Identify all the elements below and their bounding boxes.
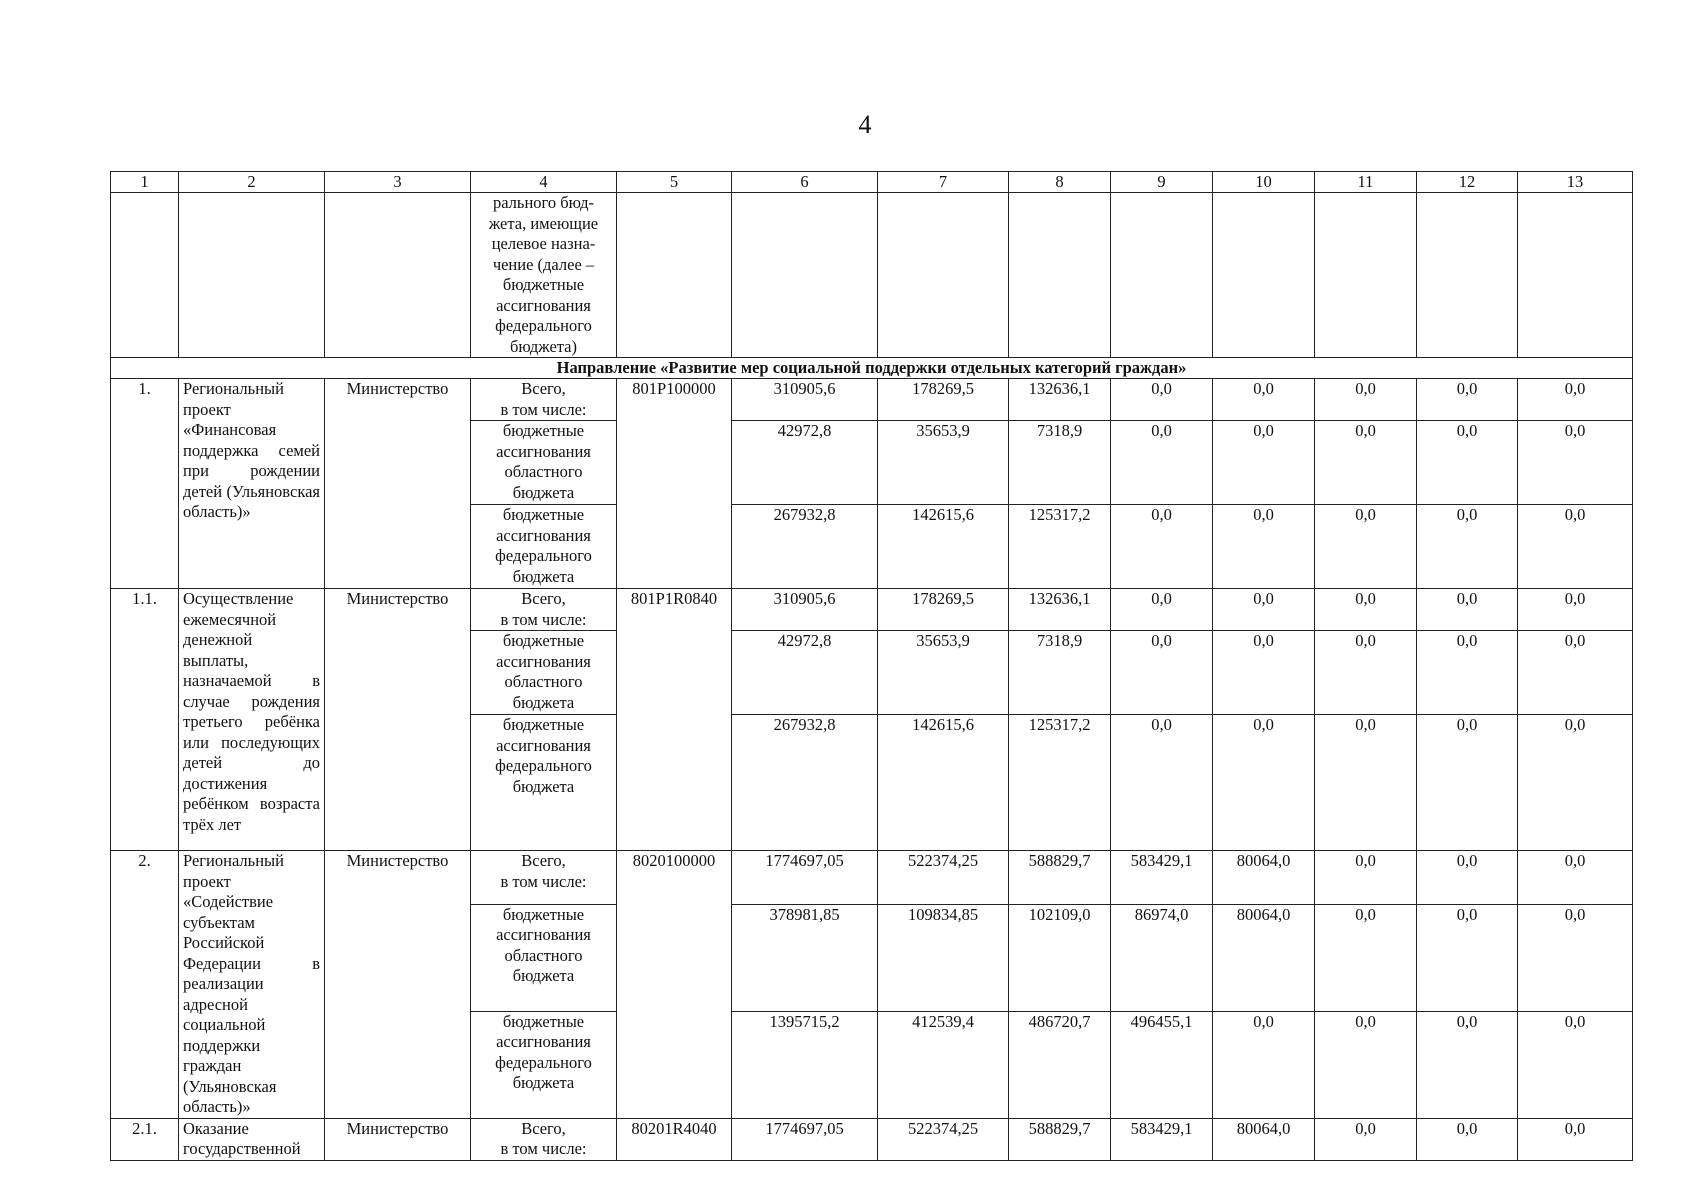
amount-cell: 0,0 — [1315, 421, 1417, 505]
amount-cell: 378981,85 — [732, 904, 878, 1011]
column-number-row — [111, 172, 1633, 193]
amount-cell: 0,0 — [1213, 379, 1315, 421]
amount-cell: 0,0 — [1518, 715, 1633, 851]
amount-cell: 0,0 — [1213, 715, 1315, 851]
amount-cell: 0,0 — [1518, 505, 1633, 589]
amount-cell: 7318,9 — [1009, 631, 1111, 715]
empty-cell — [1009, 193, 1111, 358]
column-number: 11 — [1315, 172, 1417, 193]
column-number: 3 — [325, 172, 471, 193]
empty-cell — [179, 193, 325, 358]
direction-heading: Направление «Развитие мер социальной поддержки отдельных категорий граждан» — [111, 358, 1633, 379]
section-name: Оказание государственной — [179, 1118, 325, 1160]
amount-cell: 0,0 — [1213, 505, 1315, 589]
amount-cell: 35653,9 — [878, 631, 1009, 715]
column-number: 5 — [617, 172, 732, 193]
continuation-row — [111, 193, 1633, 358]
amount-cell: 80064,0 — [1213, 904, 1315, 1011]
amount-cell: 0,0 — [1417, 421, 1518, 505]
amount-cell: 496455,1 — [1111, 1011, 1213, 1118]
amount-cell: 0,0 — [1518, 589, 1633, 631]
amount-cell: 42972,8 — [732, 421, 878, 505]
amount-cell: 80064,0 — [1213, 1118, 1315, 1160]
budget-code: 801P1R0840 — [617, 589, 732, 851]
column-number: 7 — [878, 172, 1009, 193]
amount-cell: 1774697,05 — [732, 851, 878, 905]
column-number: 8 — [1009, 172, 1111, 193]
executor: Министерство — [325, 851, 471, 1119]
amount-cell: 80064,0 — [1213, 851, 1315, 905]
amount-cell: 0,0 — [1417, 904, 1518, 1011]
budget-code: 801P100000 — [617, 379, 732, 589]
executor: Министерство — [325, 1118, 471, 1160]
amount-cell: 0,0 — [1417, 379, 1518, 421]
funding-source: Всего, в том числе: — [471, 589, 617, 631]
executor: Министерство — [325, 379, 471, 589]
section-total-row — [111, 851, 1633, 905]
amount-cell: 102109,0 — [1009, 904, 1111, 1011]
section-number: 2.1. — [111, 1118, 179, 1160]
executor: Министерство — [325, 589, 471, 851]
amount-cell: 0,0 — [1111, 589, 1213, 631]
amount-cell: 0,0 — [1417, 851, 1518, 905]
empty-cell — [111, 193, 179, 358]
amount-cell: 0,0 — [1315, 851, 1417, 905]
amount-cell: 142615,6 — [878, 505, 1009, 589]
amount-cell: 109834,85 — [878, 904, 1009, 1011]
amount-cell: 588829,7 — [1009, 1118, 1111, 1160]
amount-cell: 178269,5 — [878, 379, 1009, 421]
amount-cell: 0,0 — [1315, 1118, 1417, 1160]
page-number: 4 — [858, 110, 872, 139]
section-name: Осуществление ежемесячной денежной выплаты, назначаемой в случае рождения третьего ребёнка или последующих детей до достижения ребёнком возраста трёх лет — [179, 589, 325, 851]
amount-cell: 142615,6 — [878, 715, 1009, 851]
empty-cell — [878, 193, 1009, 358]
amount-cell: 0,0 — [1417, 631, 1518, 715]
amount-cell: 0,0 — [1417, 715, 1518, 851]
direction-row — [111, 358, 1633, 379]
amount-cell: 0,0 — [1417, 1118, 1518, 1160]
amount-cell: 0,0 — [1111, 631, 1213, 715]
amount-cell: 35653,9 — [878, 421, 1009, 505]
empty-cell — [1315, 193, 1417, 358]
amount-cell: 0,0 — [1417, 589, 1518, 631]
empty-cell — [1417, 193, 1518, 358]
funding-source: Всего, в том числе: — [471, 1118, 617, 1160]
amount-cell: 0,0 — [1111, 379, 1213, 421]
amount-cell: 86974,0 — [1111, 904, 1213, 1011]
section-total-row — [111, 589, 1633, 631]
amount-cell: 267932,8 — [732, 715, 878, 851]
amount-cell: 0,0 — [1518, 851, 1633, 905]
amount-cell: 267932,8 — [732, 505, 878, 589]
amount-cell: 0,0 — [1111, 421, 1213, 505]
funding-source: бюджетные ассигнования областного бюджета — [471, 904, 617, 1011]
budget-code: 8020100000 — [617, 851, 732, 1119]
amount-cell: 588829,7 — [1009, 851, 1111, 905]
column-number: 13 — [1518, 172, 1633, 193]
empty-cell — [1111, 193, 1213, 358]
amount-cell: 583429,1 — [1111, 851, 1213, 905]
amount-cell: 0,0 — [1213, 631, 1315, 715]
amount-cell: 583429,1 — [1111, 1118, 1213, 1160]
column-number: 12 — [1417, 172, 1518, 193]
funding-source-continuation: рального бюд- жета, имеющие целевое назна- чение (далее – бюджетные ассигнования федерального бюджета) — [471, 193, 617, 358]
amount-cell: 1774697,05 — [732, 1118, 878, 1160]
amount-cell: 125317,2 — [1009, 505, 1111, 589]
column-number: 2 — [179, 172, 325, 193]
funding-source: бюджетные ассигнования федерального бюджета — [471, 715, 617, 851]
amount-cell: 0,0 — [1518, 1011, 1633, 1118]
funding-source: бюджетные ассигнования областного бюджета — [471, 631, 617, 715]
amount-cell: 522374,25 — [878, 1118, 1009, 1160]
amount-cell: 310905,6 — [732, 589, 878, 631]
column-number: 1 — [111, 172, 179, 193]
amount-cell: 132636,1 — [1009, 379, 1111, 421]
amount-cell: 0,0 — [1518, 421, 1633, 505]
section-total-row — [111, 379, 1633, 421]
empty-cell — [617, 193, 732, 358]
empty-cell — [1213, 193, 1315, 358]
budget-table — [110, 171, 1633, 1161]
amount-cell: 7318,9 — [1009, 421, 1111, 505]
section-name: Региональный проект «Финансовая поддержка семей при рождении детей (Ульяновская область)» — [179, 379, 325, 589]
amount-cell: 178269,5 — [878, 589, 1009, 631]
amount-cell: 310905,6 — [732, 379, 878, 421]
section-number: 2. — [111, 851, 179, 1119]
funding-source: Всего, в том числе: — [471, 379, 617, 421]
amount-cell: 0,0 — [1315, 589, 1417, 631]
funding-source: бюджетные ассигнования федерального бюджета — [471, 505, 617, 589]
section-total-row — [111, 1118, 1633, 1160]
amount-cell: 486720,7 — [1009, 1011, 1111, 1118]
column-number: 10 — [1213, 172, 1315, 193]
funding-source: бюджетные ассигнования областного бюджета — [471, 421, 617, 505]
section-number: 1. — [111, 379, 179, 589]
amount-cell: 0,0 — [1213, 1011, 1315, 1118]
amount-cell: 1395715,2 — [732, 1011, 878, 1118]
amount-cell: 0,0 — [1213, 589, 1315, 631]
amount-cell: 42972,8 — [732, 631, 878, 715]
amount-cell: 0,0 — [1518, 904, 1633, 1011]
amount-cell: 0,0 — [1315, 715, 1417, 851]
amount-cell: 0,0 — [1315, 631, 1417, 715]
empty-cell — [325, 193, 471, 358]
column-number: 9 — [1111, 172, 1213, 193]
amount-cell: 0,0 — [1315, 1011, 1417, 1118]
section-name: Региональный проект «Содействие субъектам Российской Федерации в реализации адресной социальной поддержки граждан (Ульяновская область)» — [179, 851, 325, 1119]
amount-cell: 0,0 — [1315, 505, 1417, 589]
column-number: 6 — [732, 172, 878, 193]
amount-cell: 0,0 — [1213, 421, 1315, 505]
amount-cell: 132636,1 — [1009, 589, 1111, 631]
amount-cell: 0,0 — [1315, 904, 1417, 1011]
empty-cell — [1518, 193, 1633, 358]
section-number: 1.1. — [111, 589, 179, 851]
amount-cell: 0,0 — [1417, 505, 1518, 589]
amount-cell: 0,0 — [1111, 505, 1213, 589]
amount-cell: 0,0 — [1417, 1011, 1518, 1118]
amount-cell: 522374,25 — [878, 851, 1009, 905]
funding-source: Всего, в том числе: — [471, 851, 617, 905]
empty-cell — [732, 193, 878, 358]
amount-cell: 0,0 — [1518, 1118, 1633, 1160]
amount-cell: 0,0 — [1111, 715, 1213, 851]
amount-cell: 0,0 — [1518, 631, 1633, 715]
amount-cell: 0,0 — [1315, 379, 1417, 421]
column-number: 4 — [471, 172, 617, 193]
amount-cell: 125317,2 — [1009, 715, 1111, 851]
amount-cell: 0,0 — [1518, 379, 1633, 421]
funding-source: бюджетные ассигнования федерального бюджета — [471, 1011, 617, 1118]
budget-code: 80201R4040 — [617, 1118, 732, 1160]
amount-cell: 412539,4 — [878, 1011, 1009, 1118]
